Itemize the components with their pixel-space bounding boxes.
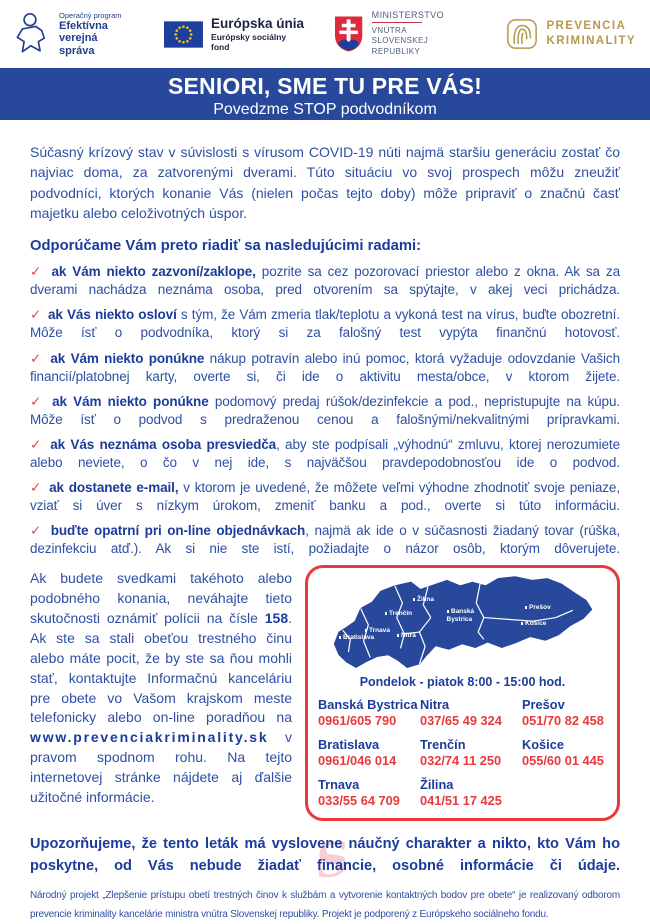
ministry-red-underline <box>372 22 422 24</box>
check-icon: ✓ <box>30 436 49 452</box>
check-icon: ✓ <box>30 523 49 539</box>
prevencia-line2: KRIMINALITY <box>546 35 636 47</box>
contact-entry <box>522 697 607 728</box>
check-icon: ✓ <box>30 307 46 323</box>
contact-entry <box>420 777 522 808</box>
opevs-line2: Efektívna <box>59 20 108 33</box>
intro-paragraph: Súčasný krízový stav v súvislosti s vírusom COVID-19 núti najmä staršiu generáciu zostať čo najviac doma, za zatvorenými dverami. Túto situáciu vo svoj prospech môžu zneužiť podvodníci, ktorých konanie Vás (nielen počas tejto doby) môže pripraviť o značnú časť majetku alebo celoživotných úspor. <box>30 144 620 221</box>
witness-text-segment: www.prevenciakriminality.sk <box>30 729 269 746</box>
advice-item-lead: ak Vás niekto osloví <box>47 307 177 323</box>
contact-entry <box>522 737 607 768</box>
contact-city: Banská Bystrica <box>318 697 418 713</box>
opevs-person-icon <box>14 11 51 57</box>
advice-item-lead: ak Vám niekto ponúkne <box>50 350 205 366</box>
banner <box>0 68 650 120</box>
map-label: Bratislava <box>339 634 375 641</box>
advice-item-lead: ak Vám niekto zazvoní/zaklope, <box>51 264 256 280</box>
contact-phone: 033/55 64 709 <box>318 793 400 809</box>
advice-heading: Odporúčame Vám preto riadiť sa nasledujúcimi radami: <box>30 238 422 255</box>
office-hours: Pondelok - piatok 8:00 - 15:00 hod. <box>359 675 566 690</box>
witness-paragraph <box>30 569 292 808</box>
check-icon: ✓ <box>30 393 51 409</box>
logo-eu <box>164 16 304 52</box>
map-marker-icon <box>365 629 368 632</box>
info-columns <box>30 565 620 821</box>
header-logos <box>0 0 650 68</box>
map-marker-icon <box>385 612 388 615</box>
slovakia-map-graphic <box>321 574 605 672</box>
map-label: Žilina <box>413 596 434 603</box>
map-label: Nitra <box>397 632 416 639</box>
ministry-line1: MINISTERSTVO <box>371 10 444 21</box>
advice-item <box>30 522 620 558</box>
map-marker-icon <box>521 622 524 625</box>
map-label: Banská Bystrica <box>446 608 475 623</box>
opevs-line3: verejná správa <box>59 32 98 57</box>
contact-entry <box>420 697 522 728</box>
fingerprint-icon <box>506 18 538 50</box>
witness-text-segment: Ak budete svedkami takéhoto alebo podobného konania, neváhajte tieto skutočnosti oznámiť polícii na čísle <box>30 570 292 627</box>
prevencia-text <box>546 19 636 49</box>
contact-city: Bratislava <box>318 737 380 753</box>
advice-item-lead: ak Vás neznáma osoba presviedča <box>50 436 277 452</box>
advice-item-text: podomový predaj rúšok/dezinfekcie a pod., nepristupujte na kúpu. Môže ísť o podvod s predraženou cenou a falošnými/nekvalitnými prípravkami. <box>30 393 620 427</box>
opevs-line1: Operačný program <box>59 11 122 21</box>
eu-text <box>211 16 304 52</box>
map-label: Prešov <box>525 604 551 611</box>
map-marker-icon <box>413 598 416 601</box>
slovakia-map <box>321 574 605 672</box>
ministry-text <box>372 10 477 58</box>
contact-city: Prešov <box>522 697 565 713</box>
eu-flag-icon <box>164 21 203 48</box>
ministry-line3: SLOVENSKEJ REPUBLIKY <box>371 36 429 57</box>
contact-entry <box>318 777 420 808</box>
eu-line2: Európsky sociálny fond <box>211 32 287 52</box>
banner-title: SENIORI, SME TU PRE VÁS! <box>167 73 483 99</box>
advice-item-text: s tým, že Vám zmeria tlak/teplotu a vykoná test na vírus, buďte obozretní. Môže ísť o podvodníka, ktorý si za falošný test vypýta finančnú hotovosť. <box>30 307 620 341</box>
advice-item <box>30 263 620 299</box>
advice-item <box>30 306 620 342</box>
advice-item <box>30 436 620 472</box>
witness-text-segment: . Ak ste sa stali obeťou trestného činu alebo máte pocit, že by ste sa ňou mohli stať, kontaktujte Informačnú kanceláriu pre obete vo Vašom krajskom meste telefonicky alebo on-line poradňou na <box>30 610 292 726</box>
ministry-line2: VNÚTRA <box>371 25 407 35</box>
watermark-ribbon-icon: S <box>312 831 353 890</box>
contact-phone: 041/51 17 425 <box>420 793 502 809</box>
contact-phone: 055/60 01 445 <box>522 753 604 769</box>
advice-list <box>30 263 620 558</box>
contact-phone: 051/70 82 458 <box>522 713 604 729</box>
logo-opevs <box>14 11 134 57</box>
eu-line1: Európska únia <box>211 16 305 31</box>
contact-city: Košice <box>522 737 564 753</box>
contact-city: Trnava <box>318 777 360 793</box>
prevencia-line1: PREVENCIA <box>546 20 627 33</box>
advice-item-lead: ak dostanete e-mail, <box>49 479 179 495</box>
contact-phone: 032/74 11 250 <box>420 753 502 769</box>
contact-grid <box>318 697 607 808</box>
map-label: Košice <box>521 620 547 627</box>
contact-phone: 0961/046 014 <box>318 753 397 769</box>
contact-city: Nitra <box>420 697 450 713</box>
contact-city: Trenčín <box>420 737 466 753</box>
advice-item-lead: ak Vám niekto ponúkne <box>52 393 209 409</box>
advice-item <box>30 350 620 386</box>
map-label: Trenčín <box>385 610 413 617</box>
advice-item-text: pozrite sa cez pozorovací priestor alebo z okna. Ak sa za dverami nachádza neznáma osoba, pred otvorením sa spýtajte, v akej veci prichádza. <box>30 264 620 298</box>
warning-paragraph <box>30 831 620 890</box>
warning-text: Upozorňujeme, že tento leták má vyslovene náučný charakter a nikto, kto Vám ho poskytne, od Vás nebude žiadať financie, osobné informácie či údaje. <box>30 836 620 875</box>
advice-item-text: , aby ste podpísali „výhodnú“ zmluvu, ktorej nerozumiete alebo neviete, o čo v nej ide, s najväčšou pravdepodobnosťou ide o podvod. <box>30 436 620 470</box>
map-marker-icon <box>397 634 400 637</box>
contact-phone: 0961/605 790 <box>318 713 397 729</box>
leaflet-body <box>0 142 650 924</box>
contact-entry <box>420 737 522 768</box>
contact-city: Žilina <box>420 777 454 793</box>
map-marker-icon <box>525 606 528 609</box>
logo-ministry <box>334 10 476 58</box>
advice-item <box>30 479 620 515</box>
slovak-coat-of-arms-icon <box>334 15 363 53</box>
map-marker-icon <box>447 610 450 613</box>
opevs-text <box>59 11 134 56</box>
advice-item-lead: buďte opatrní pri on-line objednávkach <box>50 523 306 539</box>
footer-note: Národný projekt „Zlepšenie prístupu obetí trestných činov k službám a vytvorenie kontaktných bodov pre obete“ je realizovaný odborom prevencie kriminality kancelárie ministra vnútra Slovenskej republiky. Projekt je podporený z Európskeho sociálneho fondu. <box>30 890 620 920</box>
check-icon: ✓ <box>30 350 49 366</box>
witness-text-segment: 158 <box>264 610 289 627</box>
contact-entry <box>318 737 420 768</box>
advice-item-text: , najmä ak ide o v súčasnosti žiadaný tovar (rúška, dezinfekciu atď.). Ak si nie ste istí, požiadajte o názor osôb, ktorým dôverujete. <box>30 523 620 557</box>
map-marker-icon <box>339 636 342 639</box>
contact-box <box>305 565 620 821</box>
check-icon: ✓ <box>30 479 48 495</box>
contact-entry <box>318 697 420 728</box>
check-icon: ✓ <box>30 264 50 280</box>
map-label: Trnava <box>365 627 390 634</box>
logo-prevencia <box>506 18 636 50</box>
advice-item-text: nákup potravín alebo inú pomoc, ktorá vyžaduje odovzdanie Vašich financií/platobnej karty, overte si, či ide o aktivitu mesta/obce, v ktorom žijete. <box>30 350 620 384</box>
advice-item <box>30 393 620 429</box>
witness-text-segment: v pravom spodnom rohu. Na tejto internetovej stránke nájdete aj ďalšie užitočné informácie. <box>30 729 292 805</box>
contact-phone: 037/65 49 324 <box>420 713 502 729</box>
banner-subtitle: Povedzme STOP podvodníkom <box>213 101 437 118</box>
advice-item-text: v ktorom je uvedené, že môžete veľmi výhodne zhodnotiť svoje peniaze, vziať si úver s nízkym úrokom, zmeniť banku a pod., overte si túto informáciu. <box>30 479 620 514</box>
